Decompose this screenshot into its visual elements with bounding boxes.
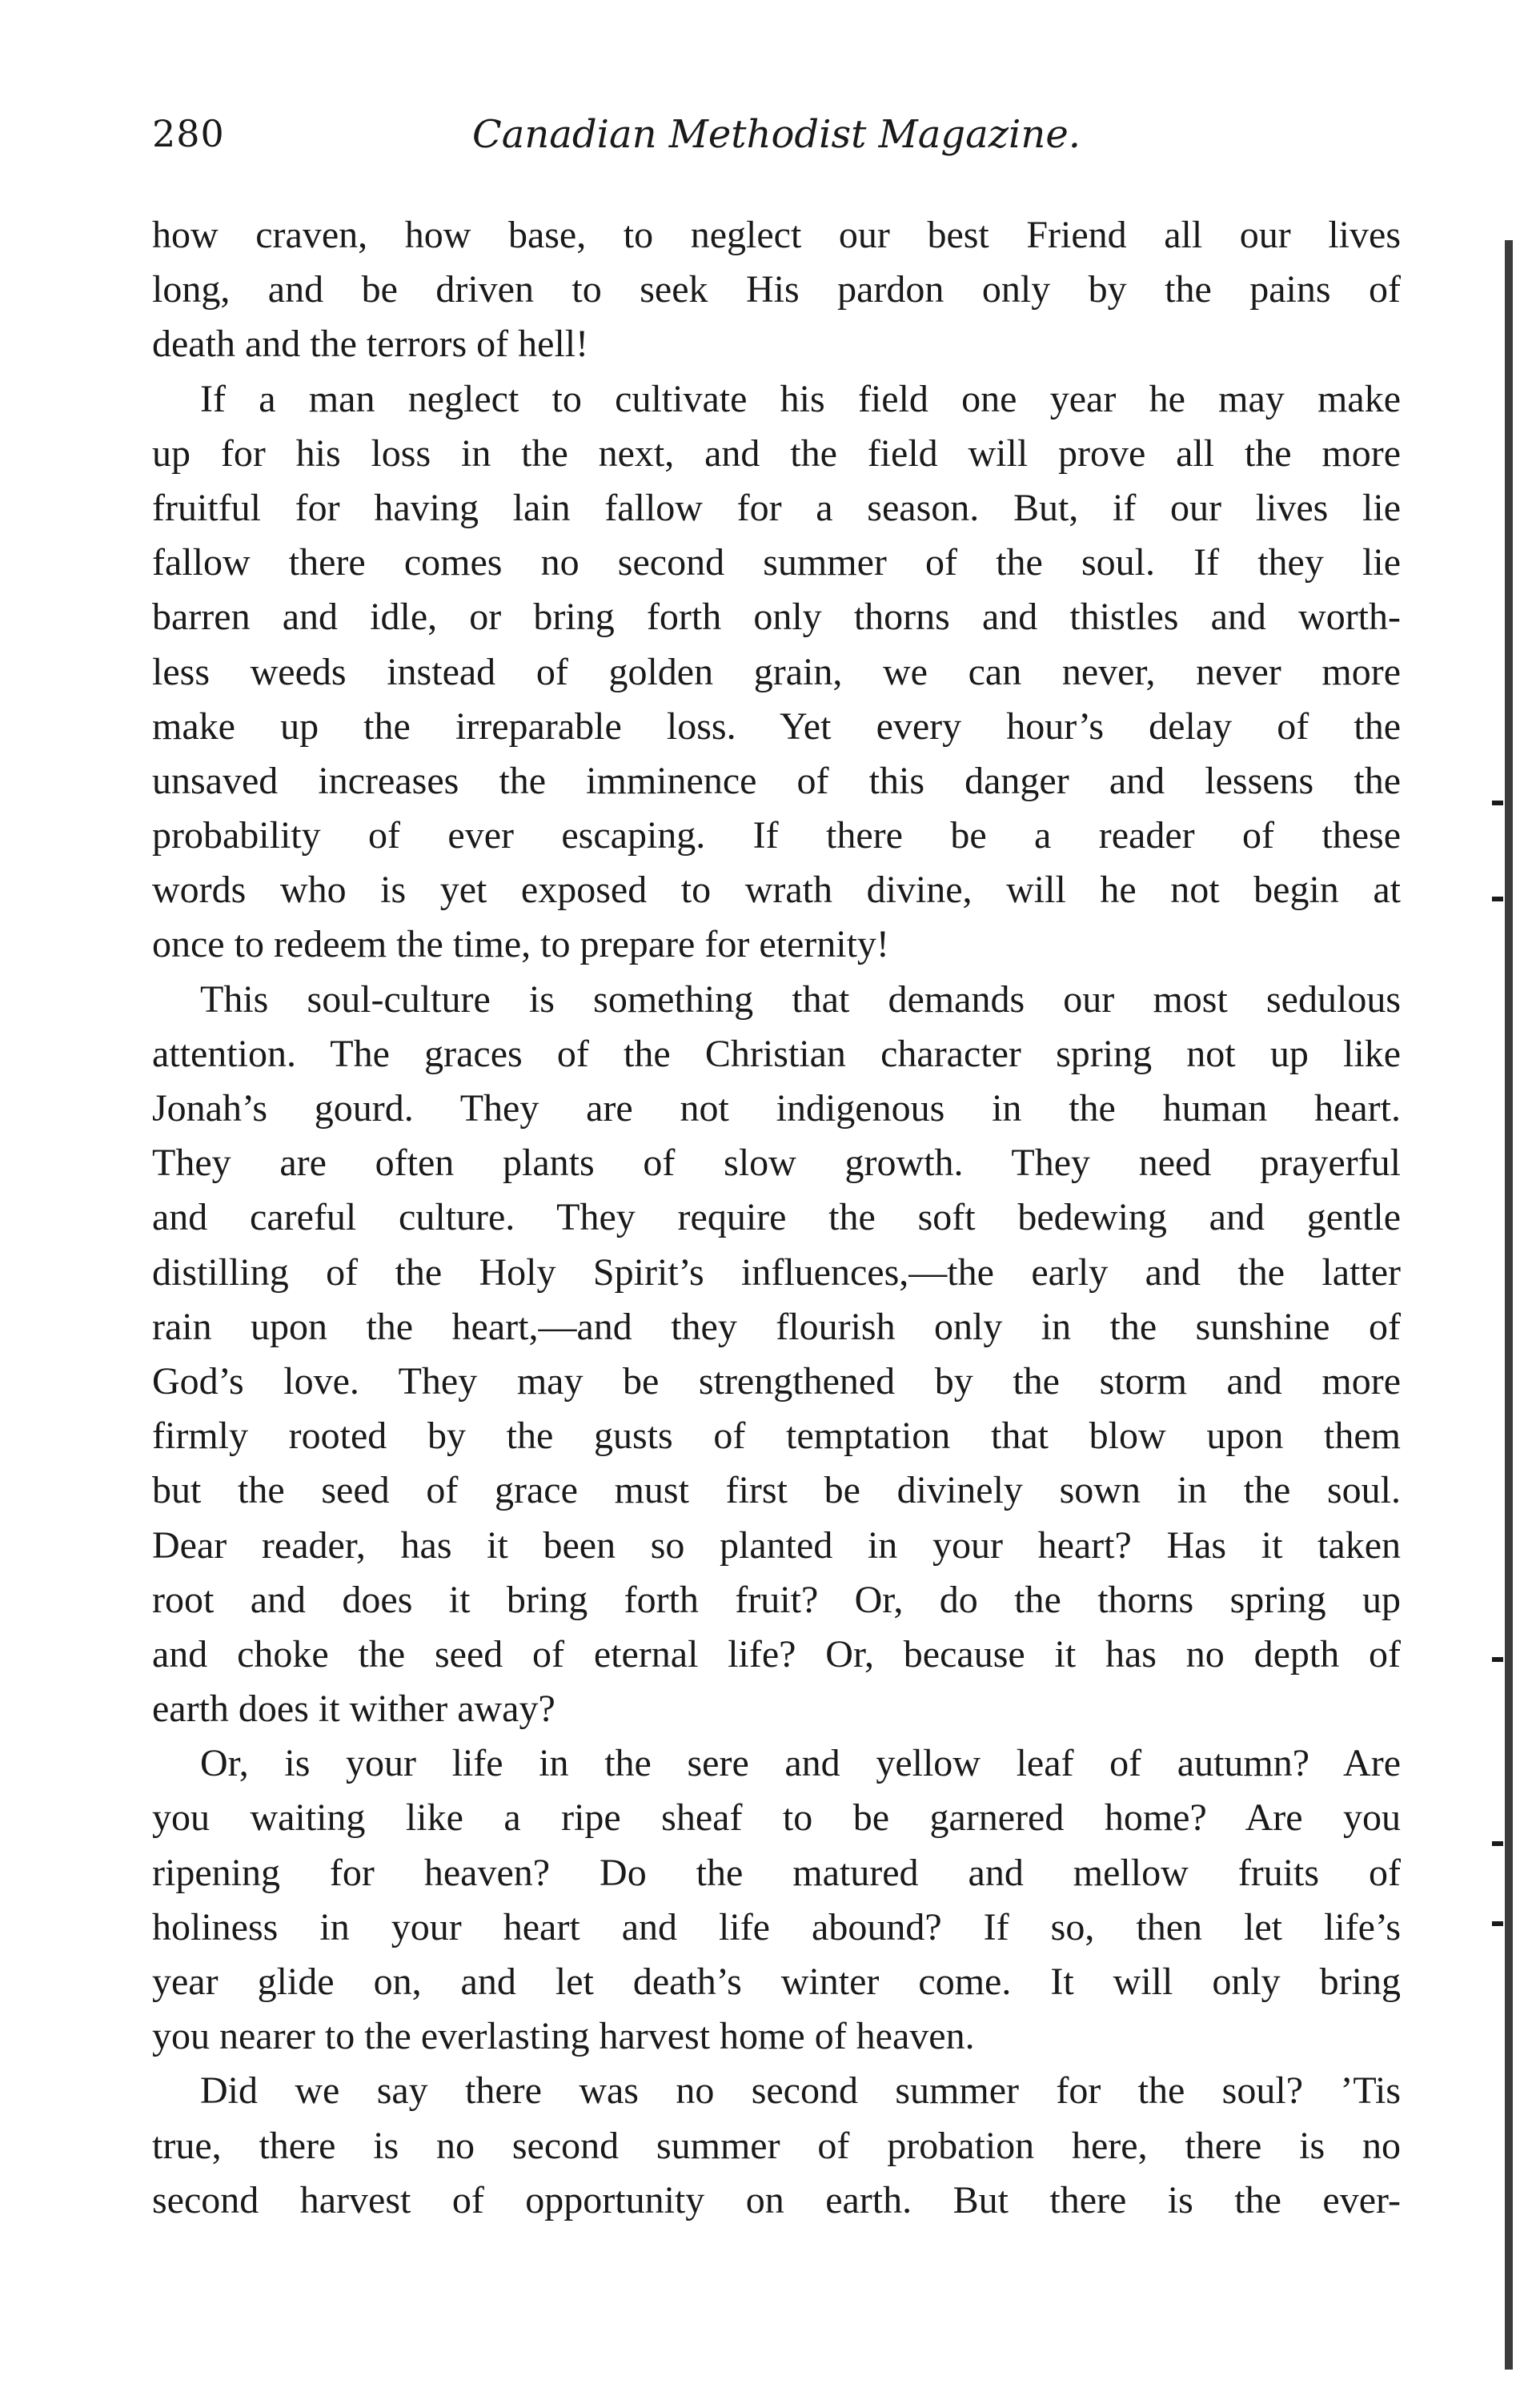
text-line: They are often plants of slow growth. They need prayerful <box>152 1142 1401 1185</box>
text-line: God’s love. They may be strengthened by the storm and more <box>152 1359 1401 1403</box>
text-line: second harvest of opportunity on earth. But there is the ever- <box>152 2178 1401 2221</box>
text-line: and choke the seed of eternal life? Or, because it has no depth of <box>152 1632 1401 1676</box>
text-line: long, and be driven to seek His pardon only by the pains of <box>152 268 1401 311</box>
text-line: you nearer to the everlasting harvest home of heaven. <box>152 2015 975 2058</box>
page-header <box>152 112 1401 168</box>
text-line: true, there is no second summer of probation here, there is no <box>152 2124 1401 2167</box>
text-line: probability of ever escaping. If there be a reader of these <box>152 814 1401 857</box>
text-line: rain upon the heart,—and they flourish only in the sunshine of <box>152 1305 1401 1348</box>
paragraph-5 <box>152 2064 1401 2228</box>
page-edge-speck <box>1492 1657 1503 1662</box>
text-line: distilling of the Holy Spirit’s influences,—the early and the latter <box>152 1250 1401 1294</box>
text-line: root and does it bring forth fruit? Or, do the thorns spring up <box>152 1578 1401 1621</box>
text-line: and careful culture. They require the soft bedewing and gentle <box>152 1196 1401 1239</box>
text-line: you waiting like a ripe sheaf to be garnered home? Are you <box>152 1796 1401 1840</box>
text-line: If a man neglect to cultivate his field one year he may make <box>200 377 1401 420</box>
text-line: how craven, how base, to neglect our best Friend all our lives <box>152 214 1401 256</box>
page-edge-speck <box>1492 897 1503 901</box>
text-line: Jonah’s gourd. They are not indigenous in the human heart. <box>152 1087 1401 1130</box>
page-edge-speck <box>1492 1921 1503 1926</box>
body-text <box>152 208 1401 2228</box>
text-line: attention. The graces of the Christian character spring not up like <box>152 1032 1401 1075</box>
paragraph-1 <box>152 208 1401 372</box>
text-line: words who is yet exposed to wrath divine, will he not begin at <box>152 869 1401 912</box>
text-line: Or, is your life in the sere and yellow leaf of autumn? Are <box>200 1742 1401 1785</box>
page-number: 280 <box>152 112 225 155</box>
text-line: fallow there comes no second summer of the soul. If they lie <box>152 541 1401 584</box>
text-line: ripening for heaven? Do the matured and mellow fruits of <box>152 1851 1401 1894</box>
text-line: up for his loss in the next, and the field will prove all the more <box>152 431 1401 475</box>
paragraph-4 <box>152 1736 1401 2064</box>
text-line: death and the terrors of hell! <box>152 323 589 366</box>
paragraph-2 <box>152 372 1401 973</box>
text-line: make up the irreparable loss. Yet every hour’s delay of the <box>152 704 1401 748</box>
page-edge-shadow <box>1505 240 1513 2370</box>
text-line: less weeds instead of golden grain, we can never, never more <box>152 650 1401 693</box>
text-line: Did we say there was no second summer for the soul? ’Tis <box>200 2069 1401 2113</box>
paragraph-3 <box>152 973 1401 1737</box>
text-line: barren and idle, or bring forth only thorns and thistles and worth- <box>152 596 1401 639</box>
text-line: unsaved increases the imminence of this danger and lessens the <box>152 759 1401 802</box>
text-line: but the seed of grace must first be divinely sown in the soul. <box>152 1469 1401 1512</box>
text-line: once to redeem the time, to prepare for eternity! <box>152 923 889 966</box>
page-edge-speck <box>1492 801 1503 805</box>
text-line: Dear reader, has it been so planted in your heart? Has it taken <box>152 1523 1401 1567</box>
running-title: Canadian Methodist Magazine. <box>472 112 1081 157</box>
text-line: year glide on, and let death’s winter come. It will only bring <box>152 1961 1401 2003</box>
text-line: holiness in your heart and life abound? If so, then let life’s <box>152 1905 1401 1949</box>
page-edge-speck <box>1492 1841 1503 1846</box>
text-line: This soul-culture is something that demands our most sedulous <box>200 977 1401 1021</box>
text-line: earth does it wither away? <box>152 1688 555 1731</box>
text-line: fruitful for having lain fallow for a season. But, if our lives lie <box>152 486 1401 529</box>
text-line: firmly rooted by the gusts of temptation that blow upon them <box>152 1415 1401 1458</box>
